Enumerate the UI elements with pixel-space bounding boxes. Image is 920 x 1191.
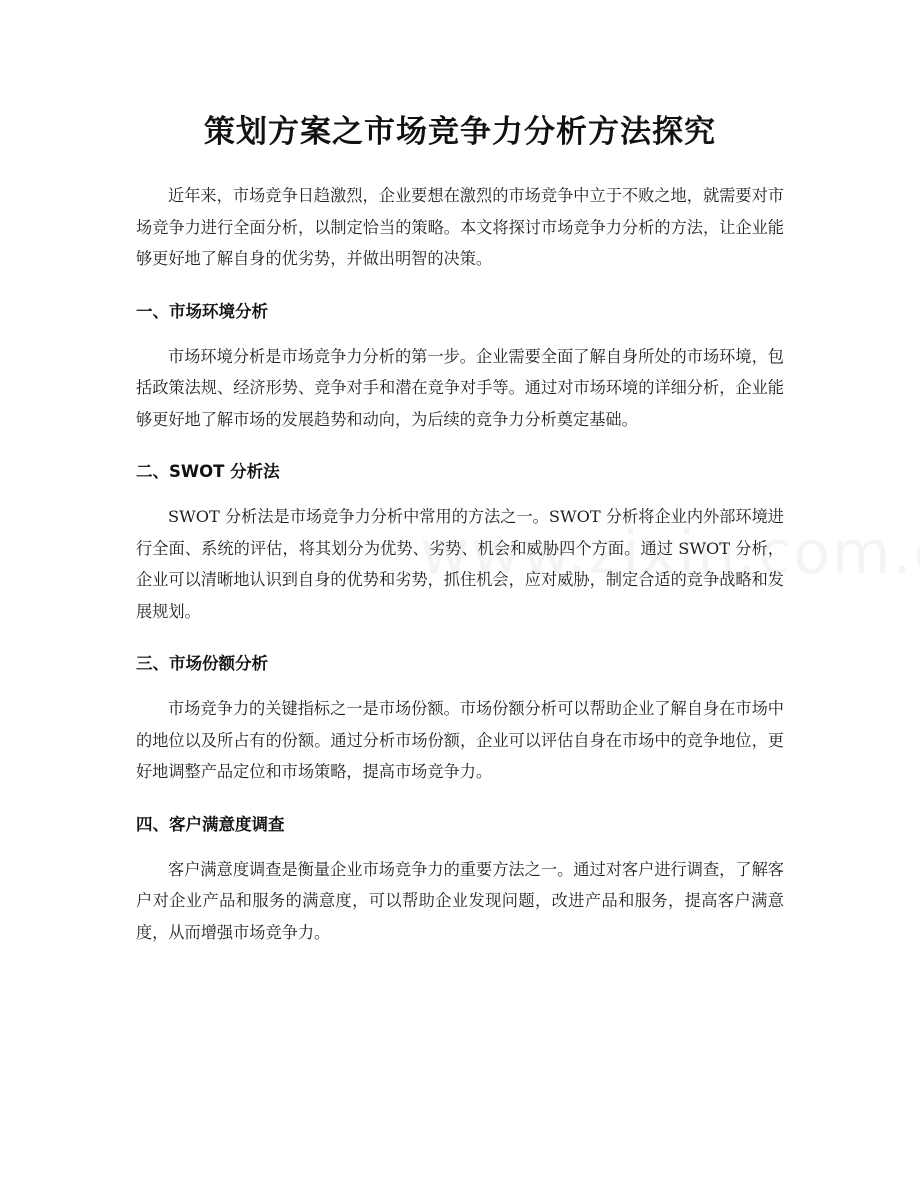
section-body-market-environment: 市场环境分析是市场竞争力分析的第一步。企业需要全面了解自身所处的市场环境，包括政策法规、经济形势、竞争对手和潜在竞争对手等。通过对市场环境的详细分析，企业能够更好地了解市场的发展趋势和动向，为后续的竞争力分析奠定基础。 xyxy=(136,346,784,429)
document-page xyxy=(136,0,784,948)
section-heading-market-share: 三、市场份额分析 xyxy=(136,654,268,673)
section-heading-market-environment: 一、市场环境分析 xyxy=(136,301,268,321)
section-body-customer-satisfaction: 客户满意度调查是衡量企业市场竞争力的重要方法之一。通过对客户进行调查，了解客户对企业产品和服务的满意度，可以帮助企业发现问题，改进产品和服务，提高客户满意度，从而增强市场竞争力。 xyxy=(136,859,784,942)
intro-paragraph: 近年来，市场竞争日趋激烈，企业要想在激烈的市场竞争中立于不败之地，就需要对市场竞争力进行全面分析，以制定恰当的策略。本文将探讨市场竞争力分析的方法，让企业能够更好地了解自身的优劣势，并做出明智的决策。 xyxy=(136,186,784,268)
document-title: 策划方案之市场竞争力分析方法探究 xyxy=(204,114,716,150)
section-body-market-share: 市场竞争力的关键指标之一是市场份额。市场份额分析可以帮助企业了解自身在市场中的地位以及所占有的份额。通过分析市场份额，企业可以评估自身在市场中的竞争地位，更好地调整产品定位和市场策略，提高市场竞争力。 xyxy=(136,699,784,781)
section-heading-customer-satisfaction: 四、客户满意度调查 xyxy=(136,814,285,834)
section-body-swot: SWOT 分析法是市场竞争力分析中常用的方法之一。SWOT 分析将企业内外部环境进行全面、系统的评估，将其划分为优势、劣势、机会和威胁四个方面。通过 SWOT 分析，企业可以清晰地认识到自身的优势和劣势，抓住机会，应对威胁，制定合适的竞争战略和发展规划。 xyxy=(136,507,784,621)
section-heading-swot: 二、SWOT 分析法 xyxy=(136,462,280,481)
